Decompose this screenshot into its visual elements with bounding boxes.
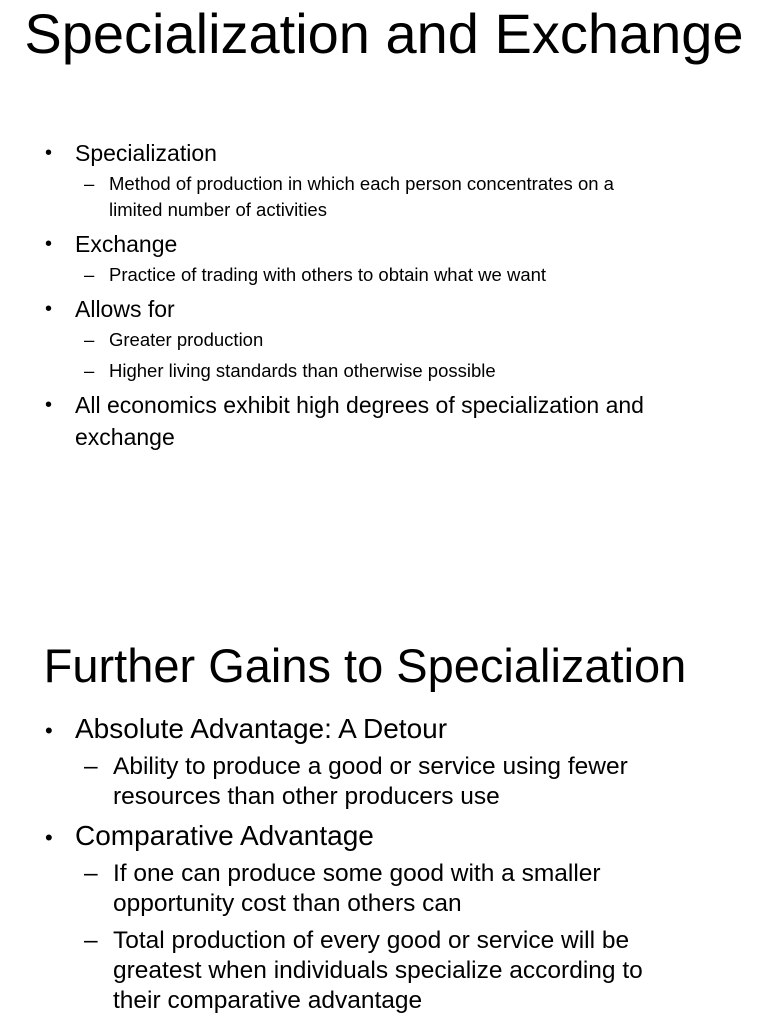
dash-marker: – <box>84 329 95 350</box>
sub-bullet-text: If one can produce some good with a smaller opportunity cost than others can <box>113 860 601 917</box>
bullet-marker: • <box>45 718 53 743</box>
bullet-item <box>0 820 768 1016</box>
slide-title: Further Gains to Specialization <box>43 639 687 692</box>
dash-marker: – <box>84 927 98 954</box>
slide-further-gains-to-specialization <box>0 512 768 1024</box>
sub-bullet-item <box>0 358 728 384</box>
bullet-text: Exchange <box>75 231 178 257</box>
sub-bullet-item <box>0 171 728 223</box>
sub-bullet-text: Total production of every good or service will be greatest when individuals specialize according to their comparative advantage <box>113 927 643 1014</box>
bullet-item <box>0 713 768 812</box>
sub-bullet-text: Ability to produce a good or service using fewer resources than other producers use <box>113 753 628 810</box>
bullet-item <box>0 293 768 384</box>
sub-bullet-list <box>0 327 728 384</box>
sub-bullet-text: Method of production in which each person concentrates on a limited number of activities <box>109 173 614 220</box>
bullet-marker: • <box>45 142 53 164</box>
dash-marker: – <box>84 264 95 285</box>
sub-bullet-list <box>0 859 728 1016</box>
bullet-text: Absolute Advantage: A Detour <box>75 713 448 744</box>
sub-bullet-item <box>0 926 728 1016</box>
sub-bullet-text: Practice of trading with others to obtain what we want <box>109 264 547 285</box>
sub-bullet-list <box>0 262 728 288</box>
bullet-marker: • <box>45 394 53 416</box>
dash-marker: – <box>84 753 98 780</box>
sub-bullet-list <box>0 752 728 812</box>
bullet-text: All economics exhibit high degrees of specialization and exchange <box>75 392 644 450</box>
sub-bullet-item <box>0 859 728 919</box>
sub-bullet-item <box>0 327 728 353</box>
bullet-marker: • <box>45 298 53 320</box>
slide-title: Specialization and Exchange <box>24 2 744 65</box>
bullet-marker: • <box>45 825 53 850</box>
sub-bullet-item <box>0 752 728 812</box>
bullet-item <box>0 137 768 223</box>
sub-bullet-item <box>0 262 728 288</box>
dash-marker: – <box>84 860 98 887</box>
bullet-text: Comparative Advantage <box>75 820 374 851</box>
bullet-item <box>0 228 768 288</box>
sub-bullet-text: Greater production <box>109 329 264 350</box>
bullet-text: Specialization <box>75 140 217 166</box>
sub-bullet-list <box>0 171 728 223</box>
bullet-item <box>0 389 768 453</box>
bullet-list <box>0 713 768 1024</box>
bullet-list <box>0 137 768 453</box>
sub-bullet-text: Higher living standards than otherwise possible <box>109 360 496 381</box>
bullet-marker: • <box>45 233 53 255</box>
dash-marker: – <box>84 360 95 381</box>
dash-marker: – <box>84 173 95 194</box>
bullet-text: Allows for <box>75 296 175 322</box>
